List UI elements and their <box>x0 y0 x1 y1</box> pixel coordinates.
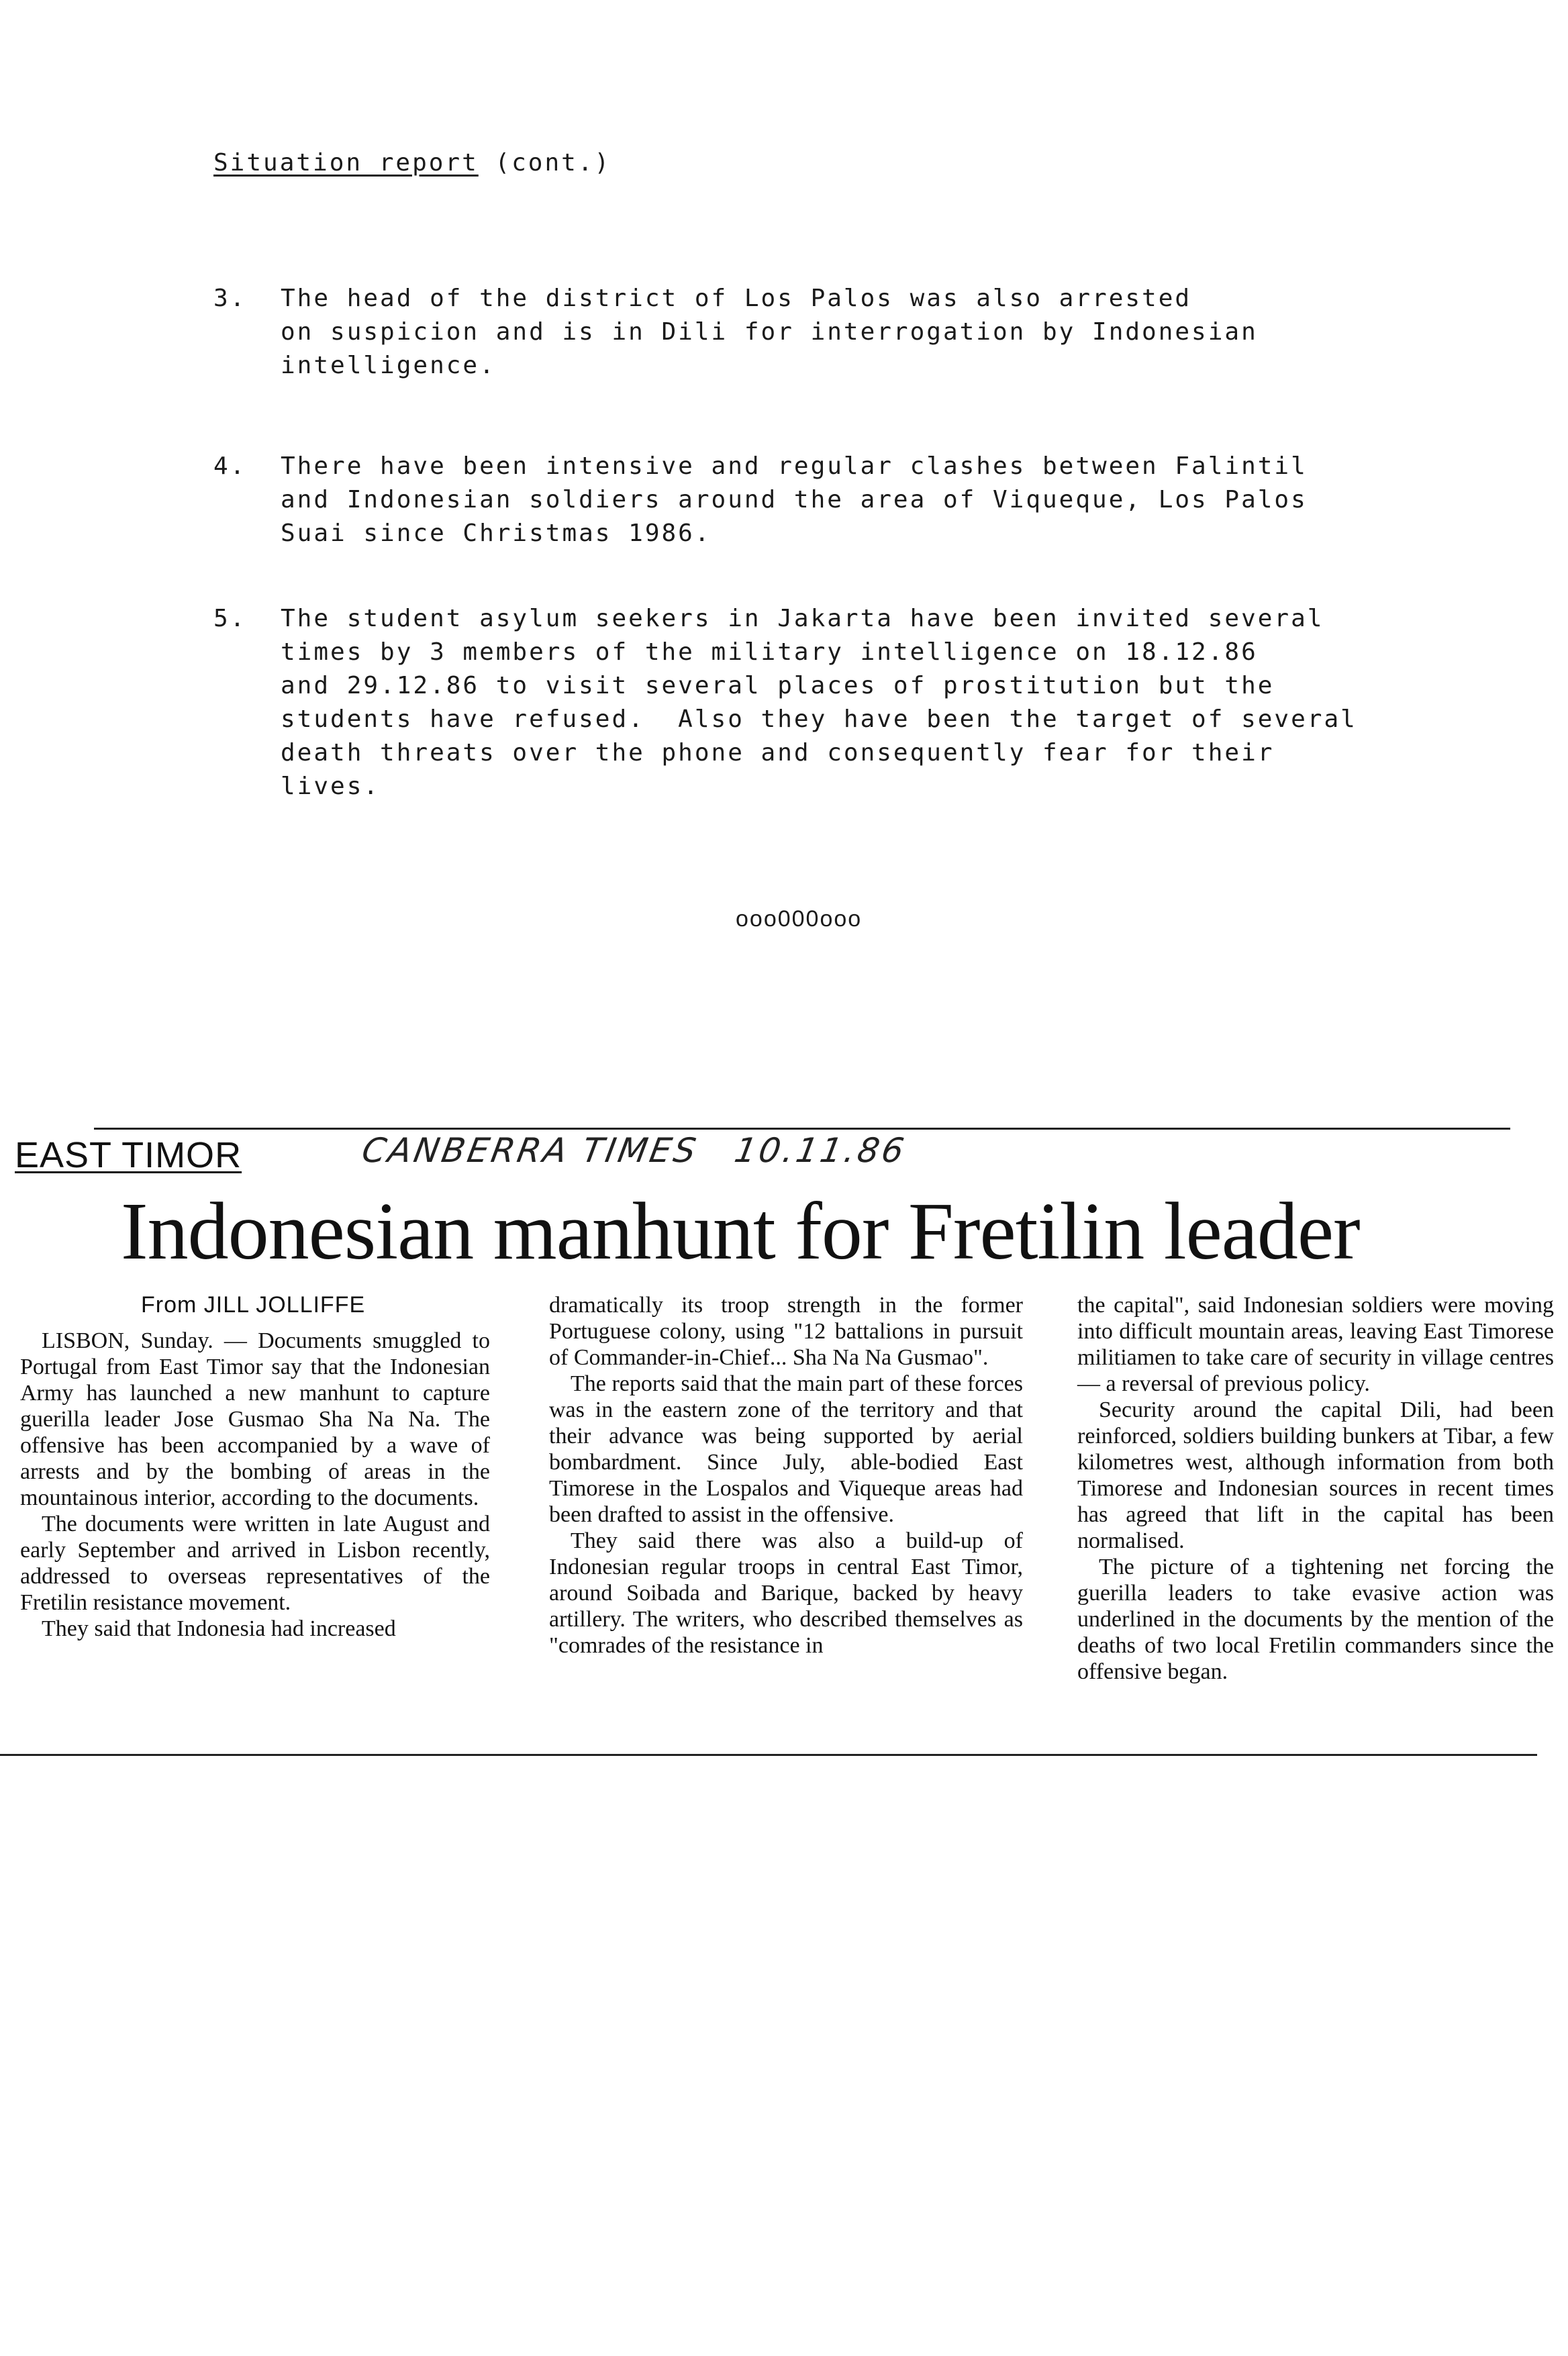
handwritten-source: CANBERRA TIMES <box>358 1131 701 1170</box>
item-text: There have been intensive and regular clashes between Falintil and Indonesian soldiers around the area of Viqueque, Los Palos Suai since Christmas 1986. <box>281 452 1308 547</box>
paragraph: The documents were written in late August and early September and arrived in Lisbon recently, addressed to overseas representatives of the Fretilin resistance movement. <box>20 1512 490 1615</box>
section-separator: ooo000ooo <box>736 906 863 932</box>
article-column-3 <box>1077 1292 1554 1685</box>
paragraph: They said there was also a build-up of Indonesian regular troops in central East Timor, around Soibada and Barique, backed by heavy artillery. The writers, who described themselves as "comrades of the resistance in <box>549 1528 1023 1658</box>
paragraph: The reports said that the main part of these forces was in the eastern zone of the territory and that their advance was being supported by aerial bombardment. Since July, able-bodied East Timorese in the Lospalos and Viqueque areas had been drafted to assist in the offensive. <box>549 1371 1023 1527</box>
paragraph: the capital", said Indonesian soldiers were moving into difficult mountain areas, leaving East Timorese militiamen to take care of security in village centres — a reversal of previous policy. <box>1077 1293 1554 1396</box>
paragraph: LISBON, Sunday. — Documents smuggled to Portugal from East Timor say that the Indonesian Army has launched a new manhunt to capture guerilla leader Jose Gusmao Sha Na Na. The offensive has been accompanied by a wave of arrests and by the bombing of areas in the mountainous interior, according to the documents. <box>20 1328 490 1510</box>
report-heading-title: Situation report <box>213 149 479 177</box>
article-headline: Indonesian manhunt for Fretilin leader <box>121 1186 1360 1277</box>
paragraph: dramatically its troop strength in the former Portuguese colony, using "12 battalions in pursuit of Commander-in-Chief... Sha Na Na Gusmao". <box>549 1293 1023 1370</box>
item-number: 5. <box>213 605 247 632</box>
item-number: 3. <box>213 285 247 312</box>
clipping-bottom-rule <box>0 1754 1537 1756</box>
item-text: The student asylum seekers in Jakarta have been invited several times by 3 members of the military intelligence on 18.12.86 and 29.12.86 to visit several places of prostitution but the students have refused. Also they have been the target of several death threats over the phone and consequently fear for their lives. <box>281 605 1357 800</box>
clipping-top-rule <box>94 1128 1510 1130</box>
item-number: 4. <box>213 452 247 480</box>
article-column-2 <box>549 1292 1023 1659</box>
paragraph: Security around the capital Dili, had been reinforced, soldiers building bunkers at Tibar, a few kilometres west, although information from both Timorese and Indonesian sources in recent times has agreed that lift in the capital has been normalised. <box>1077 1397 1554 1553</box>
report-heading <box>213 149 611 177</box>
report-heading-suffix: (cont.) <box>478 149 611 177</box>
paragraph: They said that Indonesia had increased <box>42 1616 396 1641</box>
article-column-1 <box>20 1328 490 1642</box>
article-byline: From JILL JOLLIFFE <box>141 1292 366 1318</box>
item-text: The head of the district of Los Palos was also arrested on suspicion and is in Dili for interrogation by Indonesian intelligence. <box>281 285 1258 379</box>
section-label: EAST TIMOR <box>15 1135 242 1175</box>
paragraph: The picture of a tightening net forcing the guerilla leaders to take evasive action was underlined in the documents by the mention of the deaths of two local Fretilin commanders since the offensive began. <box>1077 1555 1554 1684</box>
handwritten-date: 10.11.86 <box>731 1131 910 1170</box>
